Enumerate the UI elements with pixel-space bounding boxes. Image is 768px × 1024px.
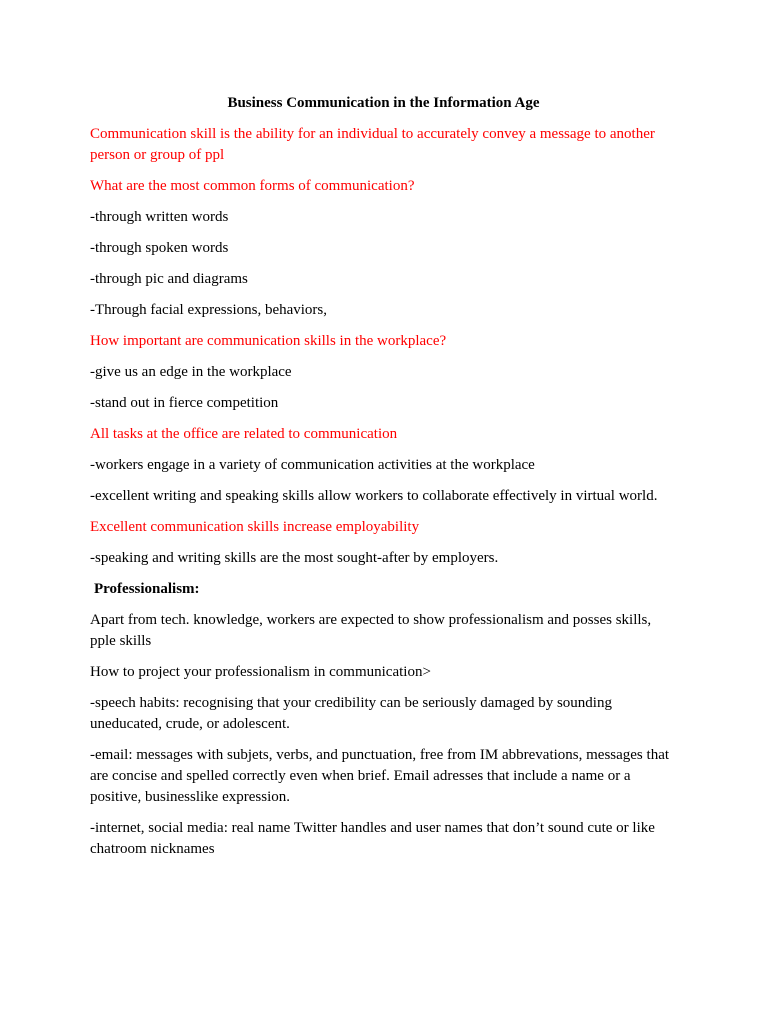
document-title: Business Communication in the Information Age <box>227 95 540 111</box>
section-heading-professionalism: Professionalism: <box>94 581 200 597</box>
list-item: -speech habits: recognising that your credibility can be seriously damaged by sounding uneducated, crude, or adolescent. <box>90 695 612 732</box>
list-item: -speaking and writing skills are the most sought-after by employers. <box>90 550 499 566</box>
list-item: -Through facial expressions, behaviors, <box>90 302 328 318</box>
statement-employability: Excellent communication skills increase employability <box>90 519 420 535</box>
list-item: -excellent writing and speaking skills allow workers to collaborate effectively in virtual world. <box>90 488 658 504</box>
statement-office-tasks: All tasks at the office are related to communication <box>90 426 398 442</box>
list-item: -through pic and diagrams <box>90 271 248 287</box>
list-item: -through written words <box>90 209 229 225</box>
list-item: -through spoken words <box>90 240 229 256</box>
list-item: -email: messages with subjets, verbs, and punctuation, free from IM abbrevations, messages that are concise and spelled correctly even when brief. Email adresses that include a name or a positive, businesslike expression. <box>90 747 670 805</box>
list-item: -internet, social media: real name Twitter handles and user names that don’t sound cute or like chatroom nicknames <box>90 820 655 857</box>
list-item: -stand out in fierce competition <box>90 395 279 411</box>
question-importance: How important are communication skills in the workplace? <box>90 333 447 349</box>
paragraph-definition: Communication skill is the ability for an individual to accurately convey a message to another person or group of ppl <box>90 126 655 163</box>
question-common-forms: What are the most common forms of communication? <box>90 178 415 194</box>
paragraph-professionalism: Apart from tech. knowledge, workers are expected to show professionalism and posses skills, pple skills <box>90 612 652 649</box>
list-item: -give us an edge in the workplace <box>90 364 292 380</box>
list-item: -workers engage in a variety of communication activities at the workplace <box>90 457 535 473</box>
document-page <box>90 94 675 870</box>
paragraph-project-professionalism: How to project your professionalism in communication> <box>90 664 431 680</box>
